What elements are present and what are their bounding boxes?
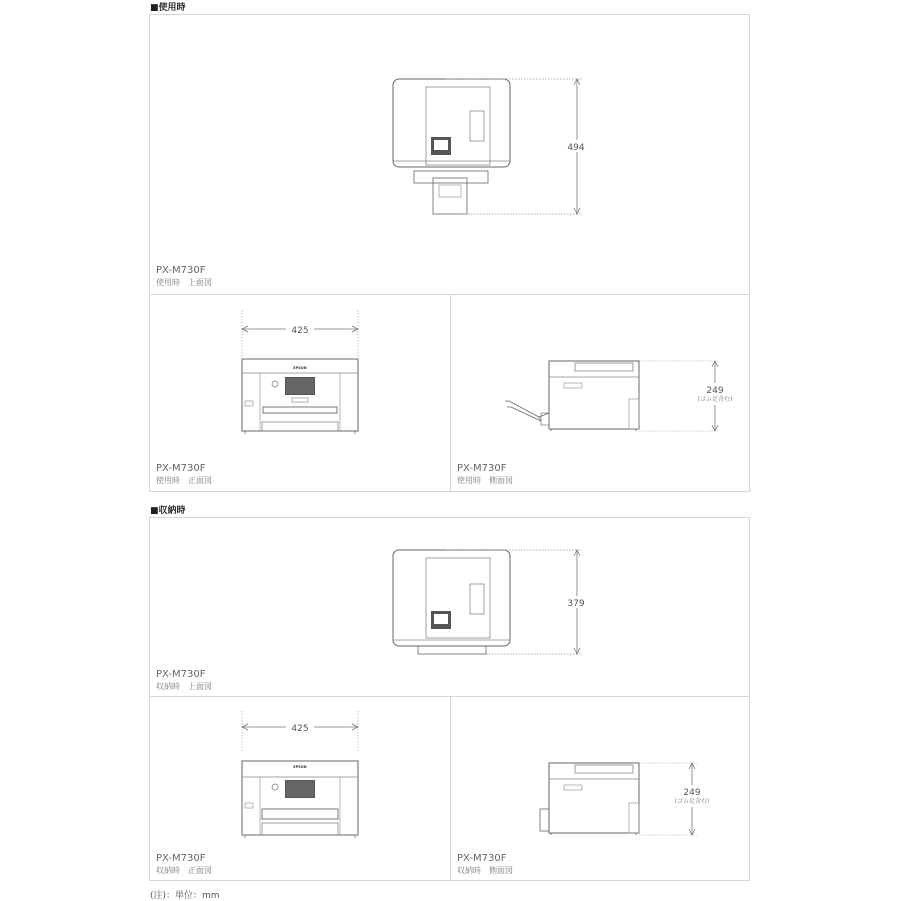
stored-height-label: 249 (683, 788, 701, 798)
model-name: PX-M730F (156, 853, 206, 864)
stored-top-view-drawing (150, 518, 749, 696)
stored-height-note: (ゴム足含む) (674, 798, 710, 805)
view-caption: 使用時 上面図 (156, 278, 212, 287)
stored-front-view-panel (150, 696, 450, 880)
in-use-height-note: (ゴム足含む) (697, 396, 733, 403)
in-use-top-view-panel (150, 15, 749, 294)
section-title-in-use: ■使用時 (150, 3, 186, 13)
brand-logo: EPSON (293, 765, 307, 769)
view-caption: 収納時 正面図 (156, 866, 212, 875)
view-caption: 収納時 上面図 (156, 682, 212, 691)
section-title-stored: ■収納時 (150, 506, 186, 516)
stored-depth-label: 379 (567, 599, 585, 609)
in-use-height-label: 249 (706, 386, 724, 396)
model-name: PX-M730F (156, 463, 206, 474)
model-name: PX-M730F (156, 669, 206, 680)
in-use-width-label: 425 (291, 326, 309, 336)
model-name: PX-M730F (457, 853, 507, 864)
stored-width-label: 425 (291, 724, 309, 734)
stored-top-caption (156, 669, 212, 693)
in-use-front-caption (156, 463, 212, 487)
view-caption: 収納時 側面図 (457, 866, 513, 875)
in-use-depth-label: 494 (567, 143, 585, 153)
model-name: PX-M730F (457, 463, 507, 474)
in-use-front-view-panel (150, 294, 450, 491)
view-caption: 使用時 側面図 (457, 476, 513, 485)
in-use-frame (149, 14, 750, 492)
stored-side-view-panel (450, 696, 749, 880)
stored-front-caption (156, 853, 212, 877)
stored-side-caption (457, 853, 513, 877)
in-use-top-caption (156, 265, 212, 289)
in-use-side-caption (457, 463, 513, 487)
stored-frame (149, 517, 750, 881)
model-name: PX-M730F (156, 265, 206, 276)
brand-logo: EPSON (293, 366, 307, 370)
in-use-top-view-drawing (150, 15, 749, 294)
in-use-side-view-panel (450, 294, 749, 491)
stored-top-view-panel (150, 518, 749, 696)
unit-footnote: (注)：単位：mm (150, 891, 220, 901)
view-caption: 使用時 正面図 (156, 476, 212, 485)
